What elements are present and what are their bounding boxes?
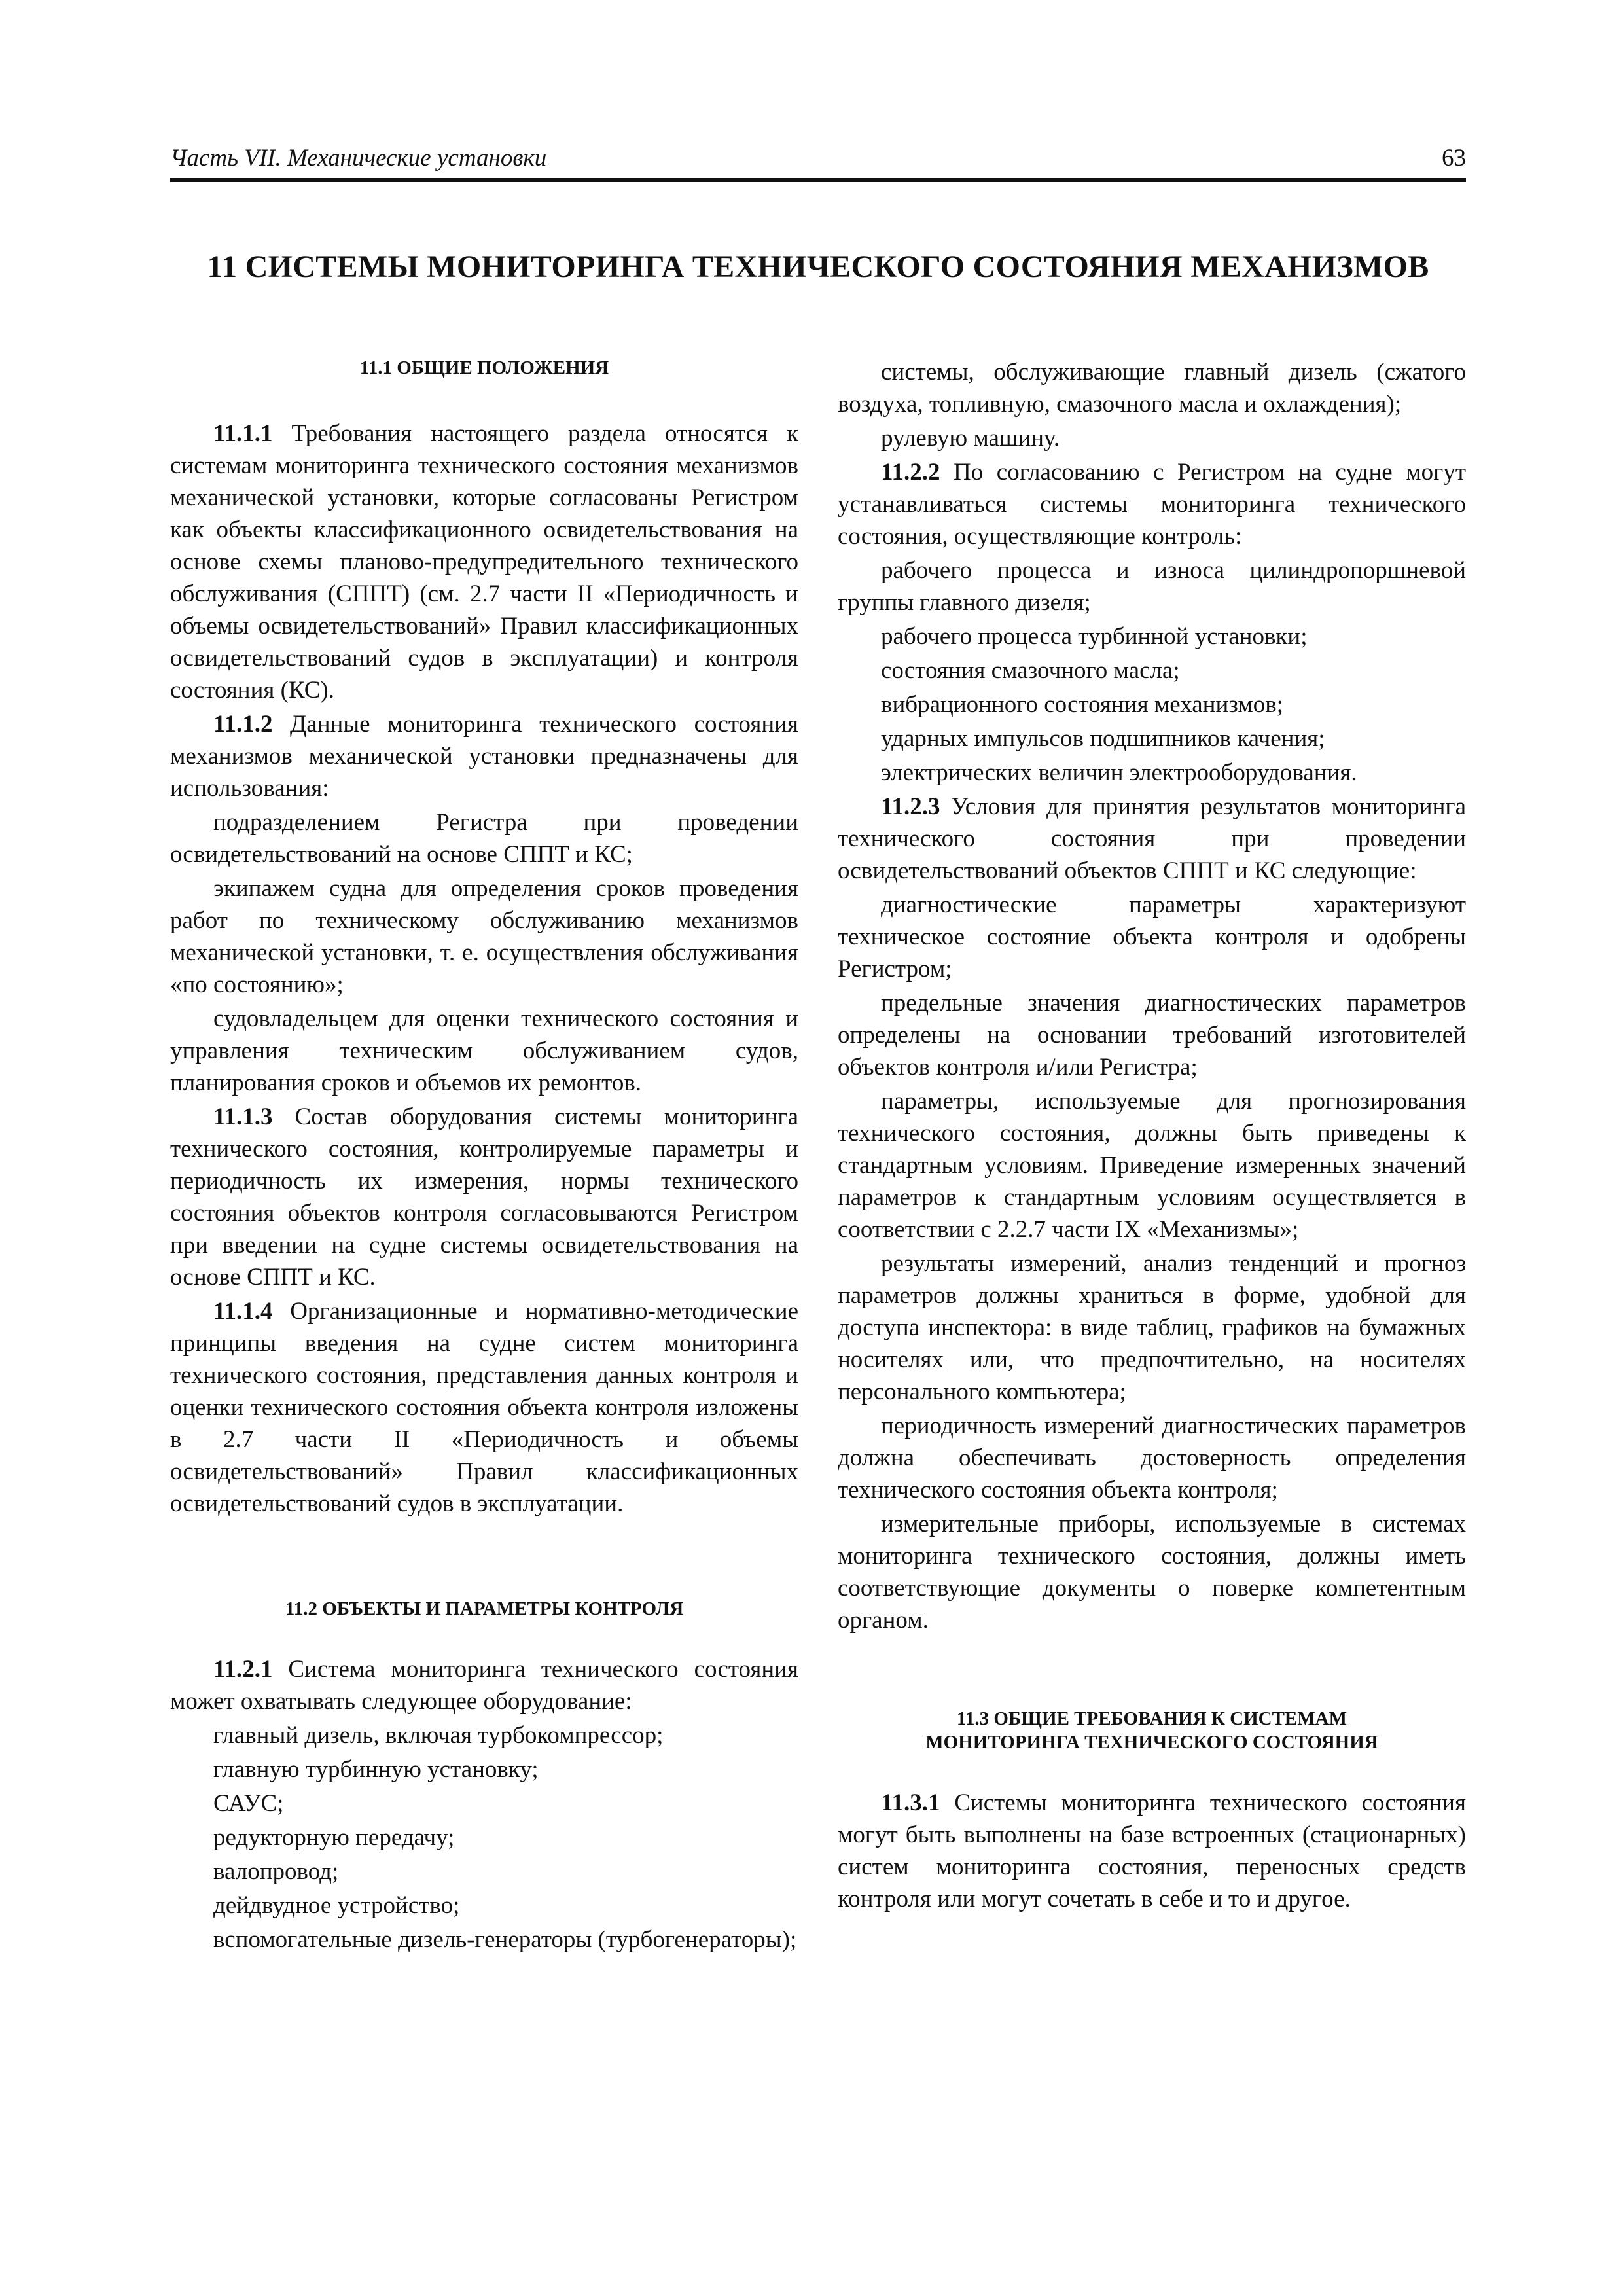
list-item: дейдвудное устройство; (213, 1892, 460, 1919)
paragraph-number: 11.1.3 (213, 1103, 273, 1130)
list-item: подразделением Регистра при проведении освидетельствований на основе СППТ и КС; (170, 809, 798, 868)
list-item: экипажем судна для определения сроков проведения работ по техническому обслуживанию механизмов механической установки, т. е. осуществления обслуживания «по состоянию»; (170, 875, 798, 998)
list-item: системы, обслуживающие главный дизель (сжатого воздуха, топливную, смазочного масла и охлаждения); (838, 359, 1466, 418)
list-item: САУС; (213, 1790, 284, 1817)
paragraph-text: Организационные и нормативно-методические принципы введения на судне систем мониторинга технического состояния, представления данных контроля и оценки технического состояния объекта контроля изложены в 2.7 части II «Периодичность и объемы освидетельствований» Правил классификационных освидетельствований судов в эксплуатации. (170, 1298, 798, 1517)
list-item: параметры, используемые для прогнозирования технического состояния, должны быть приведены к стандартным условиям. Приведение измеренных значений параметров к стандартным условиям осуществляется в соответствии с 2.2.7 части IX «Механизмы»; (838, 1088, 1466, 1243)
paragraph-number: 11.2.3 (881, 793, 940, 820)
list-item: редукторную передачу; (213, 1824, 455, 1851)
list-item: главную турбинную установку; (213, 1756, 539, 1783)
paragraph-number: 11.2.1 (213, 1656, 273, 1683)
list-item: состояния смазочного масла; (881, 657, 1180, 684)
paragraph-number: 11.2.2 (881, 459, 940, 486)
page-number: 63 (1442, 145, 1466, 171)
running-title: Часть VII. Механические установки (170, 145, 547, 171)
paragraph-text: По согласованию с Регистром на судне могут устанавливаться системы мониторинга технического состояния, осуществляющие контроль: (838, 459, 1466, 550)
paragraph-11-2-1 (170, 1653, 798, 1717)
paragraph-text: Требования настоящего раздела относятся к системам мониторинга технического состояния механизмов механической установки, которые согласованы Регистром как объекты классификационного освидетельствования на основе схемы планово-предупредительного технического обслуживания (СППТ) (см. 2.7 части II «Периодичность и объемы освидетельствований» Правил классификационных освидетельствований судов в эксплуатации) и контроля состояния (КС). (170, 420, 798, 704)
list-item: валопровод; (213, 1858, 339, 1885)
list-item: предельные значения диагностических параметров определены на основании требований изготовителей объектов контроля и/или Регистра; (838, 990, 1466, 1081)
list-item: диагностические параметры характеризуют техническое состояние объекта контроля и одобрены Регистром; (838, 891, 1466, 982)
list-item: ударных импульсов подшипников качения; (881, 725, 1325, 752)
paragraph-text: Данные мониторинга технического состояния механизмов механической установки предназначены для использования: (170, 711, 798, 802)
paragraph-text: Система мониторинга технического состояния может охватывать следующее оборудование: (170, 1656, 798, 1715)
paragraph-text: Состав оборудования системы мониторинга технического состояния, контролируемые параметры и периодичность их измерения, нормы технического состояния объектов контроля согласовываются Регистром при введении на судне системы освидетельствования на основе СППТ и КС. (170, 1103, 798, 1291)
paragraph-11-1-1 (170, 418, 798, 706)
paragraph-number: 11.1.2 (213, 711, 273, 738)
section-heading-line: МОНИТОРИНГА ТЕХНИЧЕСКОГО СОСТОЯНИЯ (925, 1732, 1378, 1753)
list-item: электрических величин электрооборудования. (881, 759, 1357, 786)
list-item: периодичность измерений диагностических параметров должна обеспечивать достоверность определения технического состояния объекта контроля; (838, 1412, 1466, 1503)
list-item: рулевую машину. (881, 425, 1060, 452)
paragraph-11-2-3 (838, 791, 1466, 887)
paragraph-number: 11.3.1 (881, 1789, 940, 1816)
right-column (838, 356, 1466, 1915)
paragraph-11-3-1 (838, 1787, 1466, 1915)
list-item: измерительные приборы, используемые в системах мониторинга технического состояния, должны иметь соответствующие документы о поверке компетентным органом. (838, 1511, 1466, 1634)
list-item: главный дизель, включая турбокомпрессор; (213, 1722, 664, 1749)
list-item: вспомогательные дизель-генераторы (турбогенераторы); (213, 1926, 797, 1953)
paragraph-text: Системы мониторинга технического состояния могут быть выполнены на базе встроенных (стационарных) систем мониторинга состояния, переносных средств контроля или могут сочетать в себе и то и другое. (838, 1789, 1466, 1912)
paragraph-text: Условия для принятия результатов мониторинга технического состояния при проведении освидетельствований объектов СППТ и КС следующие: (838, 793, 1466, 884)
list-item: результаты измерений, анализ тенденций и прогноз параметров должны храниться в форме, удобной для доступа инспектора: в виде таблиц, графиков на бумажных носителях или, что предпочтительно, на носителях персонального компьютера; (838, 1250, 1466, 1405)
chapter-title: 11 СИСТЕМЫ МОНИТОРИНГА ТЕХНИЧЕСКОГО СОСТОЯНИЯ МЕХАНИЗМОВ (207, 249, 1429, 284)
paragraph-11-1-3 (170, 1101, 798, 1293)
paragraph-number: 11.1.4 (213, 1298, 273, 1325)
section-heading-11-1: 11.1 ОБЩИЕ ПОЛОЖЕНИЯ (359, 357, 609, 378)
section-heading-line: 11.3 ОБЩИЕ ТРЕБОВАНИЯ К СИСТЕМАМ (957, 1708, 1347, 1729)
section-heading-11-2: 11.2 ОБЪЕКТЫ И ПАРАМЕТРЫ КОНТРОЛЯ (285, 1598, 684, 1619)
paragraph-11-1-2 (170, 708, 798, 804)
section-heading-11-3 (838, 1707, 1466, 1754)
list-item: рабочего процесса турбинной установки; (881, 623, 1308, 650)
paragraph-11-2-2 (838, 456, 1466, 552)
list-item: вибрационного состояния механизмов; (881, 691, 1283, 718)
list-item: судовладельцем для оценки технического состояния и управления техническим обслуживанием судов, планирования сроков и объемов их ремонтов. (170, 1005, 798, 1096)
paragraph-11-1-4 (170, 1295, 798, 1520)
left-column (170, 356, 798, 1956)
list-item: рабочего процесса и износа цилиндропоршневой группы главного дизеля; (838, 557, 1466, 616)
page-header (170, 139, 1466, 182)
paragraph-number: 11.1.1 (213, 420, 273, 447)
